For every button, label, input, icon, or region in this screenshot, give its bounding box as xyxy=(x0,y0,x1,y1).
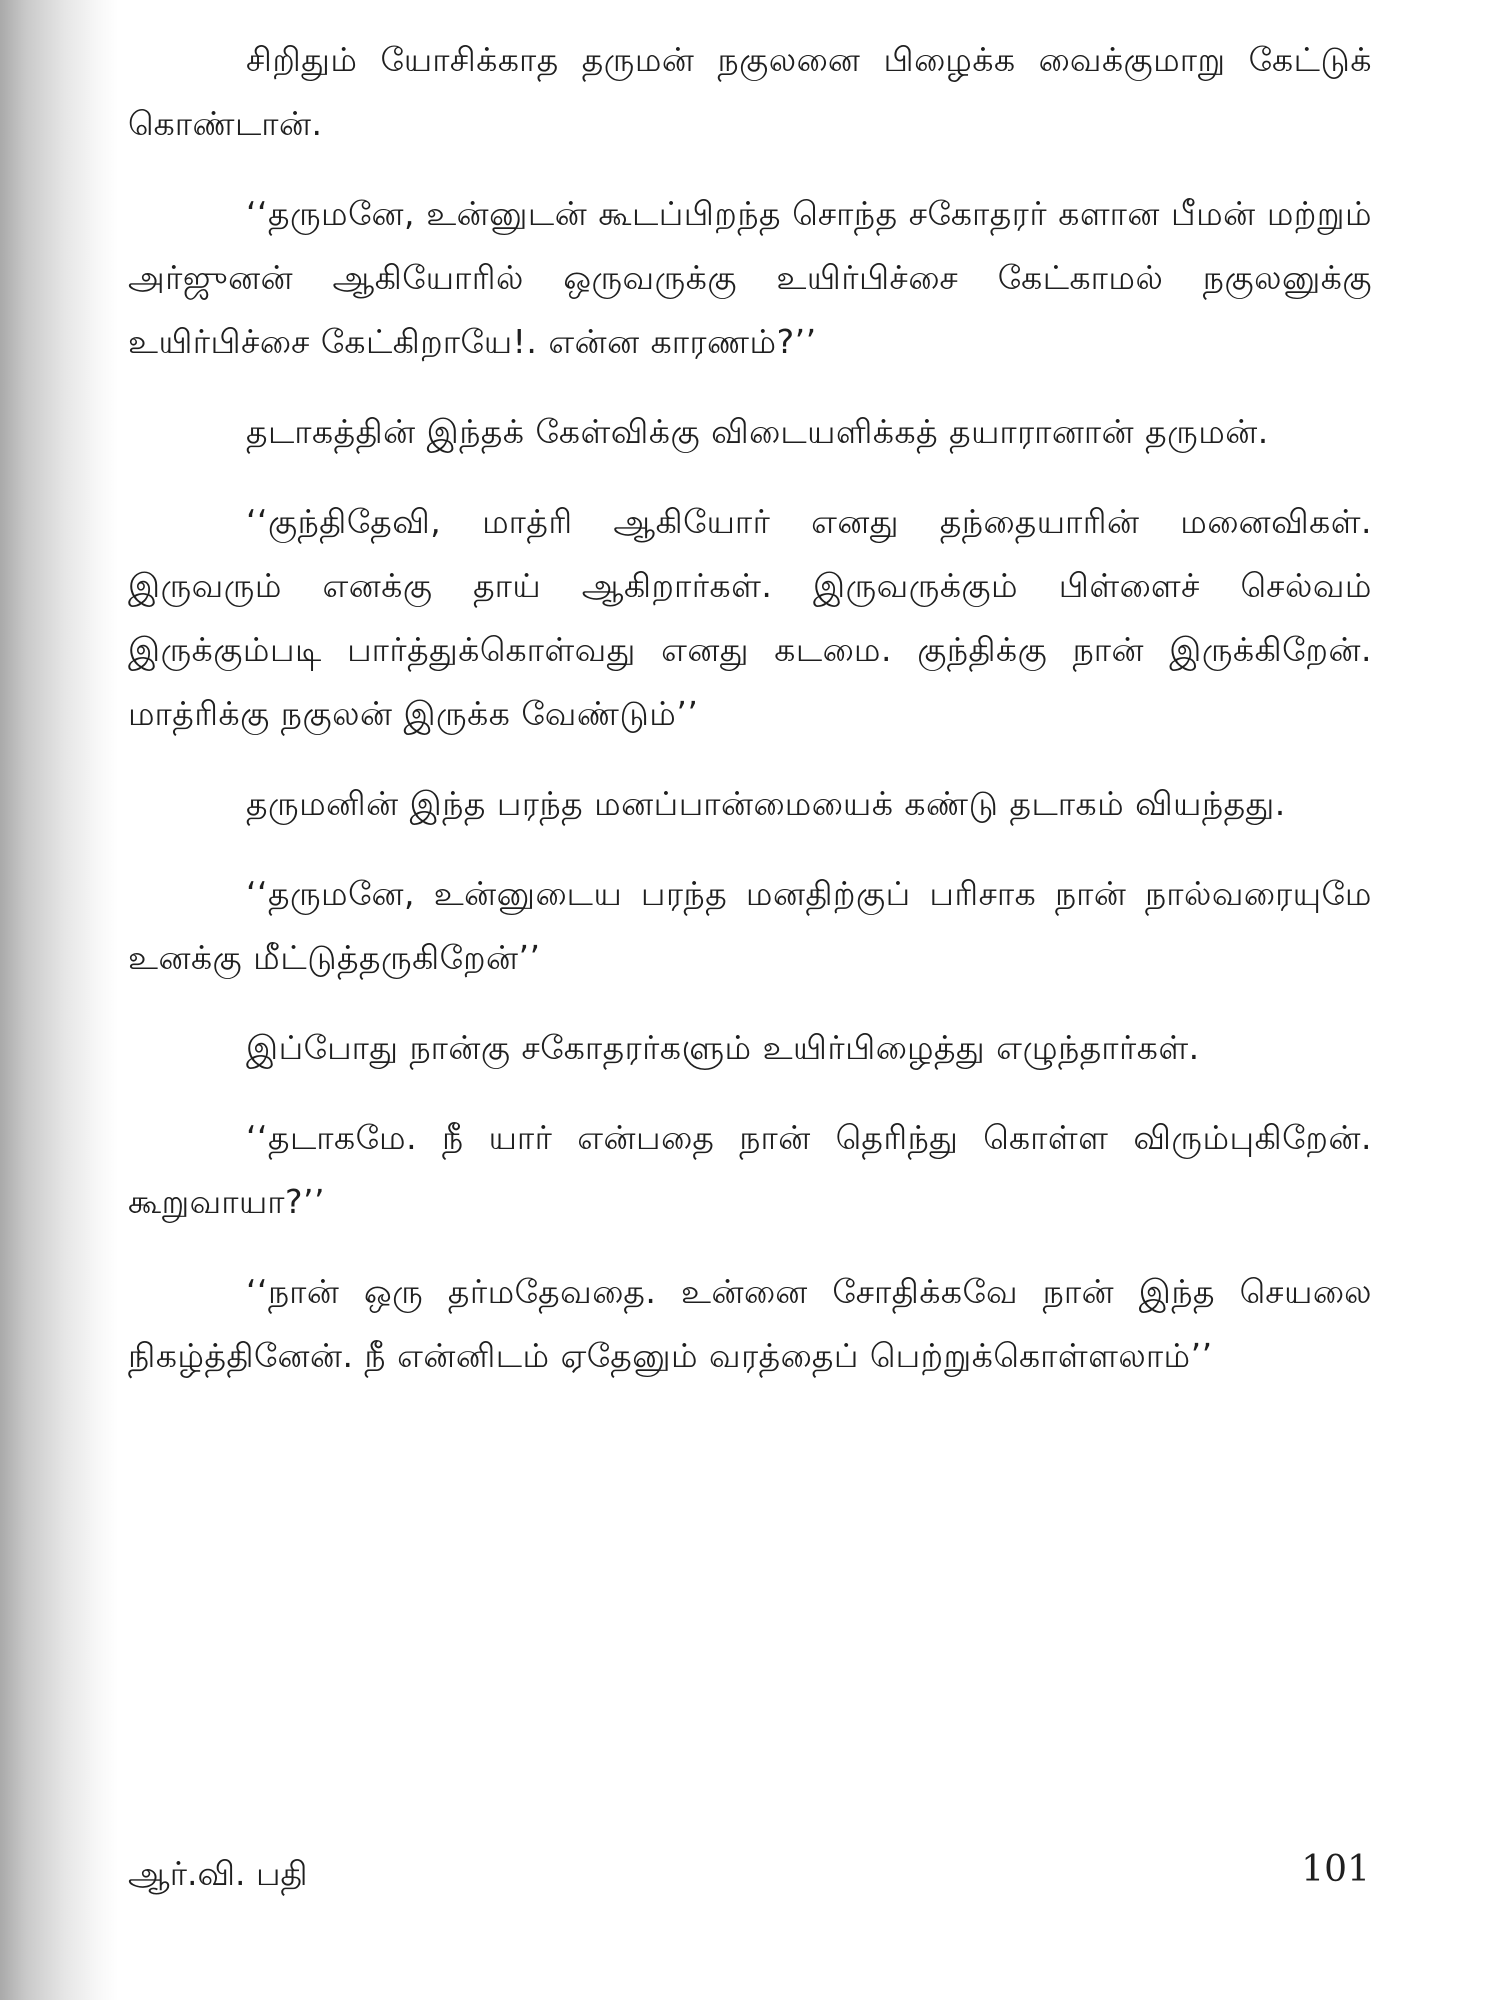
page-binding-shadow xyxy=(0,0,118,2000)
page-number: 101 xyxy=(1301,1849,1370,1890)
paragraph-9: ‘‘நான் ஒரு தர்மதேவதை. உன்னை சோதிக்கவே நான் இந்த செயலை நிகழ்த்தினேன். நீ என்னிடம் ஏதேனும் வரத்தைப் பெற்றுக்கொள்ளலாம்’’ xyxy=(128,1272,1372,1375)
paragraph-2: ‘‘தருமனே, உன்னுடன் கூடப்பிறந்த சொந்த சகோதரர் களான பீமன் மற்றும் அர்ஜுனன் ஆகியோரில் ஒருவருக்கு உயிர்பிச்சை கேட்காமல் நகுலனுக்கு உயிர்பிச்சை கேட்கிறாயே!. என்ன காரணம்?’’ xyxy=(128,194,1372,361)
page-body xyxy=(128,28,1372,1414)
paragraph-6: ‘‘தருமனே, உன்னுடைய பரந்த மனதிற்குப் பரிசாக நான் நால்வரையுமே உனக்கு மீட்டுத்தருகிறேன்’’ xyxy=(128,874,1372,977)
paragraph-3: தடாகத்தின் இந்தக் கேள்விக்கு விடையளிக்கத் தயாரானான் தருமன். xyxy=(246,412,1269,451)
footer-author: ஆர்.வி. பதி xyxy=(128,1854,308,1893)
paragraph-5: தருமனின் இந்த பரந்த மனப்பான்மையைக் கண்டு தடாகம் வியந்தது. xyxy=(246,784,1286,823)
paragraph-8: ‘‘தடாகமே. நீ யார் என்பதை நான் தெரிந்து கொள்ள விரும்புகிறேன். கூறுவாயா?’’ xyxy=(128,1118,1372,1221)
paragraph-7: இப்போது நான்கு சகோதரர்களும் உயிர்பிழைத்து எழுந்தார்கள். xyxy=(246,1028,1200,1067)
paragraph-1: சிறிதும் யோசிக்காத தருமன் நகுலனை பிழைக்க வைக்குமாறு கேட்டுக் கொண்டான். xyxy=(128,40,1372,143)
paragraph-4: ‘‘குந்திதேவி, மாத்ரி ஆகியோர் எனது தந்தையாரின் மனைவிகள். இருவரும் எனக்கு தாய் ஆகிறார்கள். இருவருக்கும் பிள்ளைச் செல்வம் இருக்கும்படி பார்த்துக்கொள்வது எனது கடமை. குந்திக்கு நான் இருக்கிறேன். மாத்ரிக்கு நகுலன் இருக்க வேண்டும்’’ xyxy=(128,502,1372,733)
